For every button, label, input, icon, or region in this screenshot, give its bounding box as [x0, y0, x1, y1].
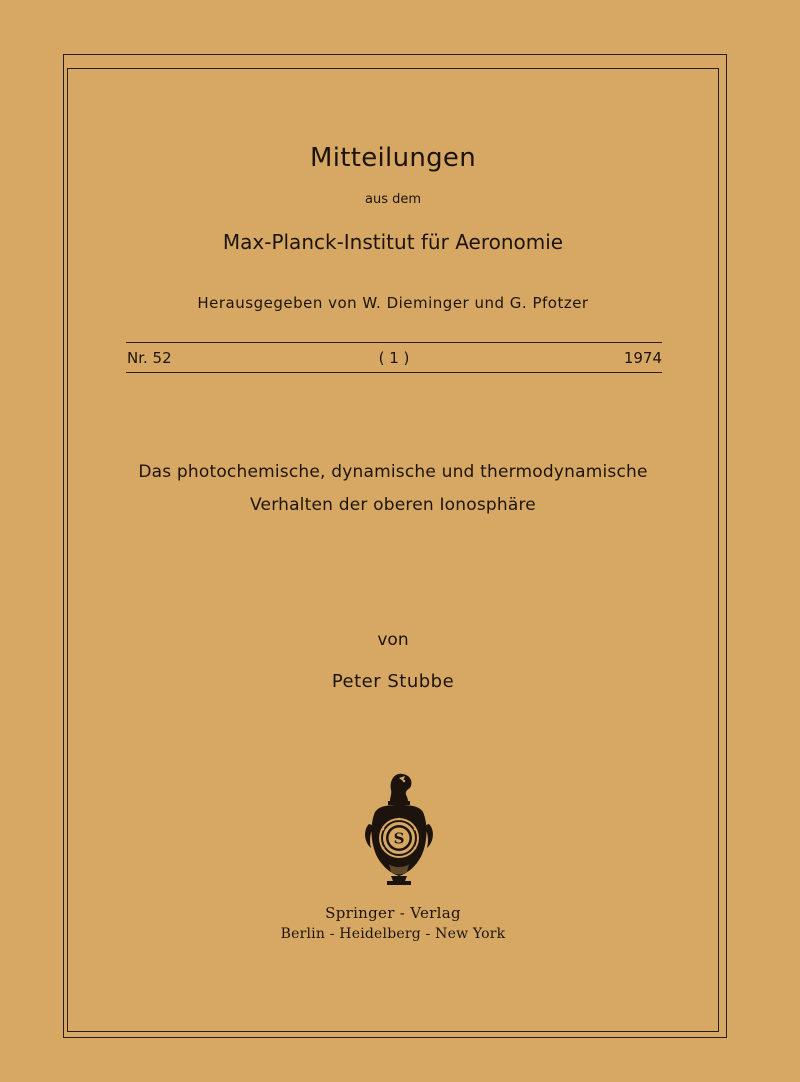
- series-title: Mitteilungen: [309, 143, 477, 173]
- editors-line: Herausgegeben von W. Dieminger und G. Pfotzer: [197, 294, 589, 312]
- work-title-line-1: Das photochemische, dynamische und thermodynamische: [138, 462, 648, 482]
- springer-chess-knight-logo-icon: [361, 768, 437, 892]
- issue-number: Nr. 52: [127, 349, 172, 367]
- issue-part: ( 1 ): [378, 349, 410, 367]
- publisher-name: Springer - Verlag: [325, 904, 461, 922]
- author-name: Peter Stubbe: [331, 671, 455, 692]
- by-label: von: [377, 630, 409, 650]
- publisher-places: Berlin - Heidelberg - New York: [280, 926, 506, 942]
- bottom-rule: [126, 372, 662, 373]
- issue-row: [126, 349, 662, 371]
- logo-letter: S: [393, 829, 405, 848]
- issue-year: 1974: [623, 349, 662, 367]
- institute-name: Max-Planck-Institut für Aeronomie: [222, 230, 564, 254]
- work-title-line-2: Verhalten der oberen Ionosphäre: [250, 495, 536, 515]
- top-rule: [126, 342, 662, 343]
- series-subtitle: aus dem: [364, 192, 422, 207]
